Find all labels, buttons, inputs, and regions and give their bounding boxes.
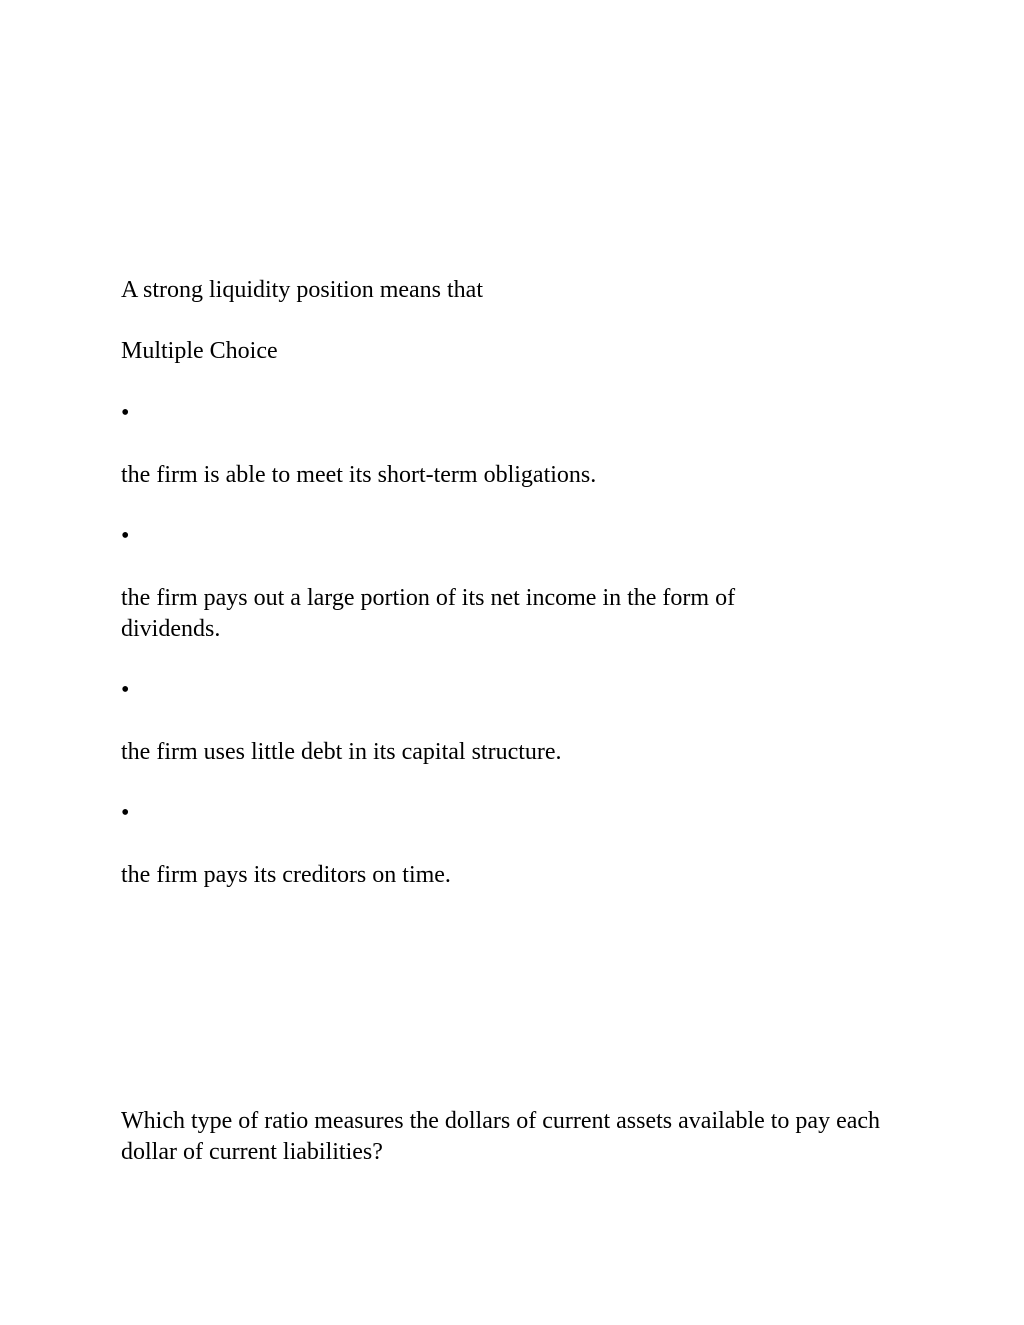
option-2-text: the firm pays out a large portion of its net income in the form of dividends. <box>121 585 736 642</box>
question-2-prompt: Which type of ratio measures the dollars of current assets available to pay each dollar of current liabilities? <box>121 1108 881 1165</box>
option-1-text: the firm is able to meet its short-term obligations. <box>121 462 597 488</box>
option-3-text: the firm uses little debt in its capital structure. <box>121 739 562 765</box>
option-2-bullet: • <box>121 523 130 549</box>
option-4-bullet: • <box>121 800 130 826</box>
option-3-bullet: • <box>121 677 130 703</box>
option-4-text: the firm pays its creditors on time. <box>121 862 451 888</box>
option-1-bullet: • <box>121 400 130 426</box>
question-1-prompt: A strong liquidity position means that <box>121 277 483 303</box>
question-type-label: Multiple Choice <box>121 338 278 364</box>
